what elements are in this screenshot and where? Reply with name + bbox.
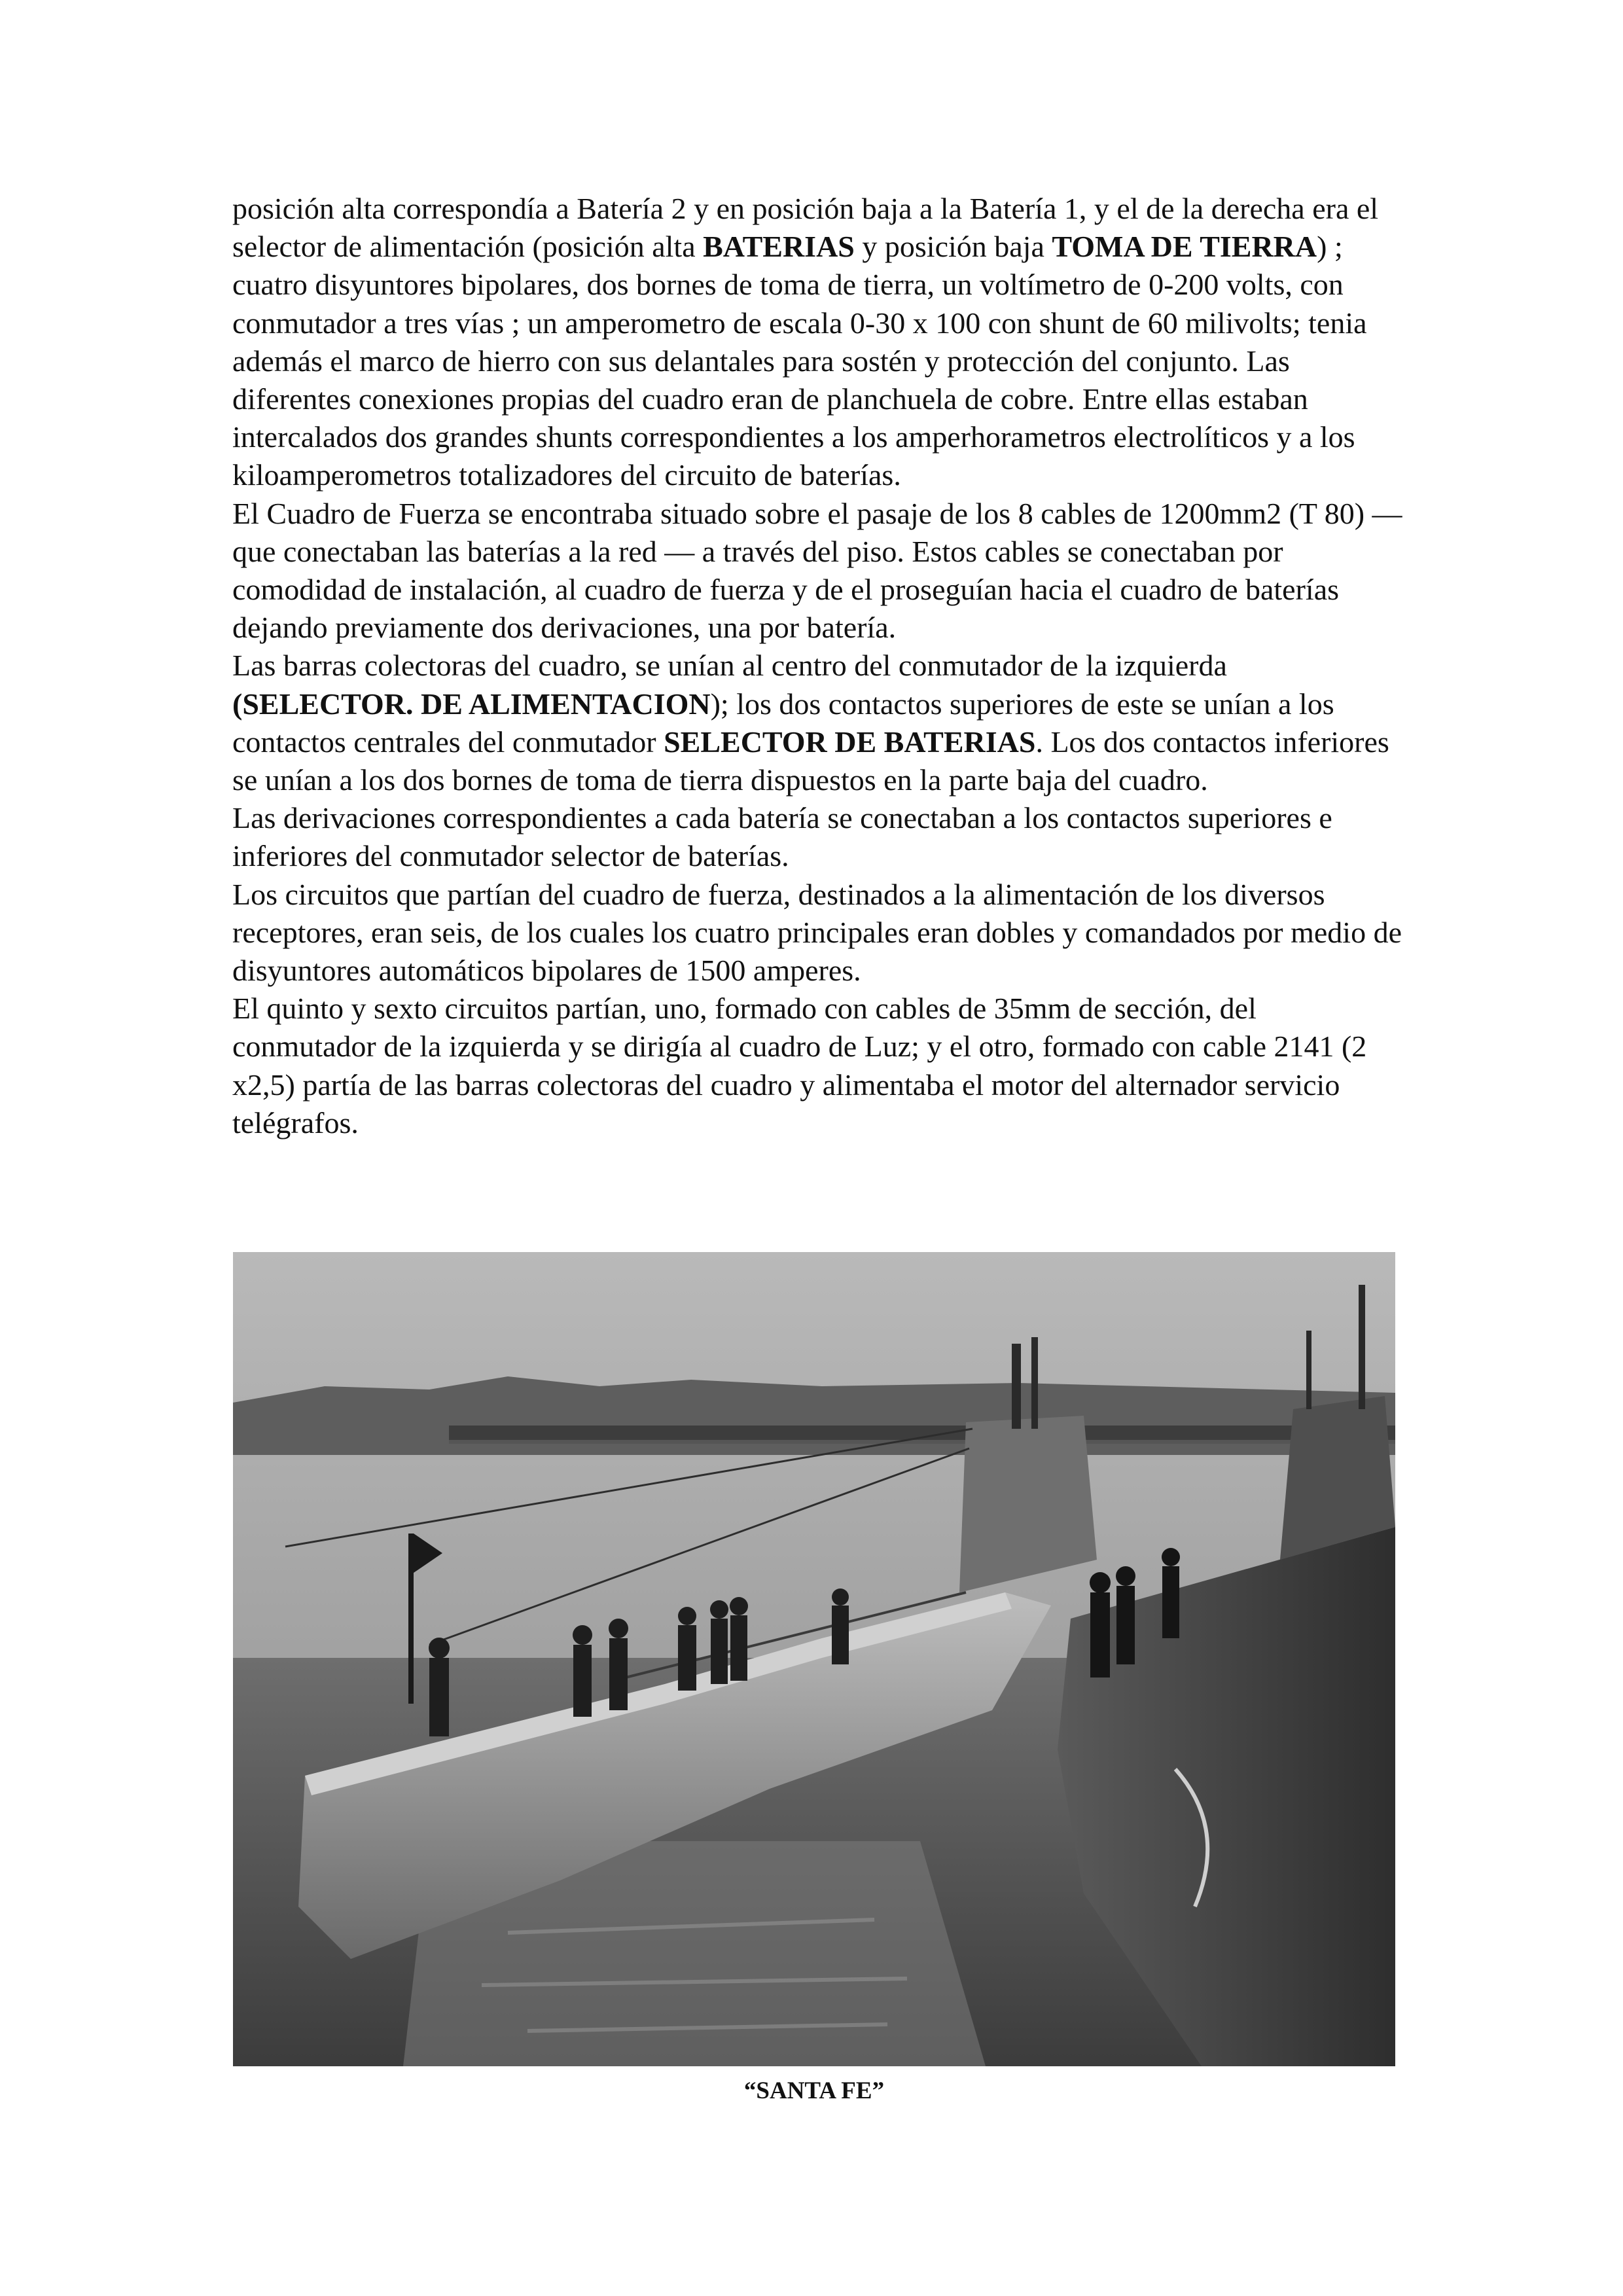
photo-caption: “SANTA FE” bbox=[743, 2077, 885, 2104]
text-segment: ) ; cuatro disyuntores bipolares, dos bornes de toma de tierra, un voltímetro de 0-200 volts, con conmutador a tres vías ; un amperometro de escala 0-30 x 100 con shunt de 60 milivolts; tenia además el marco de hierro con sus delantales para sostén y protección del conjunto. Las diferentes conexiones propias del cuadro eran de planchuela de cobre. Entre ellas estaban intercalados dos grandes shunts correspondientes a los amperhorametros electrolíticos y a los kiloamperometros totalizadores del circuito de baterías. bbox=[232, 230, 1367, 492]
paragraph bbox=[232, 495, 1404, 647]
bold-term: TOMA DE TIERRA bbox=[1052, 230, 1317, 264]
text-segment: El Cuadro de Fuerza se encontraba situado sobre el pasaje de los 8 cables de 1200mm2 (T 80) — que conectaban las baterías a la red — a través del piso. Estos cables se conectaban por comodidad de instalación, al cuadro de fuerza y de el proseguían hacia el cuadro de baterías dejando previamente dos derivaciones, una por batería. bbox=[232, 496, 1402, 645]
text-segment: y posición baja bbox=[854, 230, 1052, 264]
paragraph bbox=[232, 990, 1404, 1142]
text-segment: Los circuitos que partían del cuadro de fuerza, destinados a la alimentación de los diversos receptores, eran seis, de los cuales los cuatro principales eran dobles y comandados por medio de disyuntores automáticos bipolares de 1500 amperes. bbox=[232, 877, 1402, 988]
paragraph bbox=[232, 647, 1404, 799]
paragraph bbox=[232, 190, 1404, 495]
flag-pole bbox=[408, 1534, 414, 1704]
bold-term: SELECTOR DE BATERIAS bbox=[664, 725, 1036, 759]
paragraph bbox=[232, 799, 1404, 875]
submarine-photo bbox=[233, 1252, 1395, 2066]
text-segment: ); los dos contactos superiores de este se unían a los contactos centrales del conmutador bbox=[232, 687, 1334, 759]
text-segment: posición alta correspondía a Batería 2 y en posición baja a la Batería 1, y el de la derecha era el selector de alimentación (posición alta bbox=[232, 192, 1379, 264]
paragraph bbox=[232, 876, 1404, 990]
text-segment: Las barras colectoras del cuadro, se unían al centro del conmutador de la izquierda bbox=[232, 649, 1227, 683]
bold-term: (SELECTOR. DE ALIMENTACION bbox=[232, 687, 711, 721]
text-segment: El quinto y sexto circuitos partían, uno, formado con cables de 35mm de sección, del conmutador de la izquierda y se dirigía al cuadro de Luz; y el otro, formado con cable 2141 (2 x2,5) partía de las barras colectoras del cuadro y alimentaba el motor del alternador servicio telégrafos. bbox=[232, 992, 1367, 1139]
submarine-photo-illustration bbox=[233, 1252, 1395, 2066]
bold-term: BATERIAS bbox=[703, 230, 855, 264]
body-text bbox=[232, 190, 1404, 1142]
text-segment: . Los dos contactos inferiores se unían a los dos bornes de toma de tierra dispuestos en la parte baja del cuadro. bbox=[232, 725, 1389, 797]
text-segment: Las derivaciones correspondientes a cada batería se conectaban a los contactos superiores e inferiores del conmutador selector de baterías. bbox=[232, 801, 1332, 873]
